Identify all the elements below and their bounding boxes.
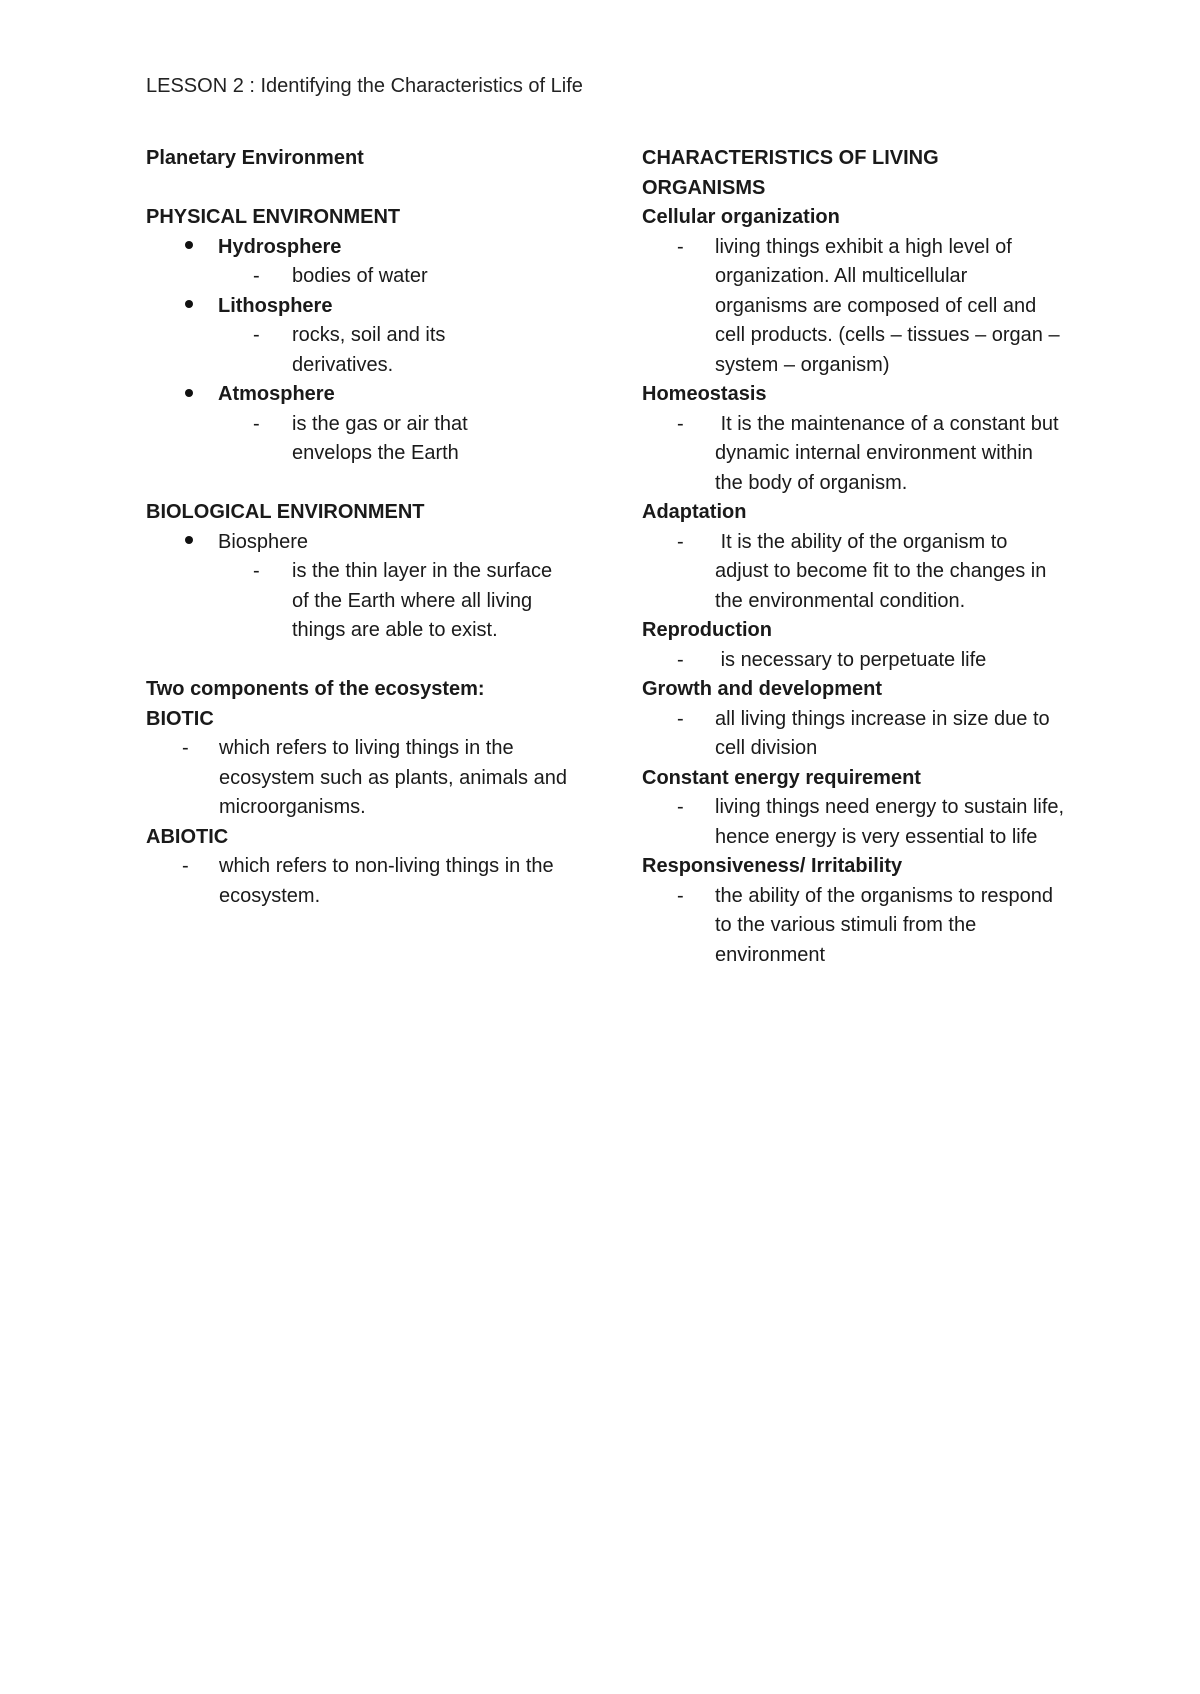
dash-icon: - bbox=[253, 560, 260, 582]
dash-icon: - bbox=[677, 796, 684, 818]
dash-icon: - bbox=[677, 707, 684, 730]
term-label: Hydrosphere bbox=[218, 235, 342, 258]
term-desc: rocks, soil and its derivatives. bbox=[292, 324, 446, 376]
physical-heading: PHYSICAL ENVIRONMENT bbox=[146, 206, 401, 228]
term-desc: living things need energy to sustain life, hence energy is very essential to life bbox=[715, 796, 1065, 848]
characteristic-item bbox=[642, 498, 1072, 616]
list-item bbox=[146, 292, 586, 322]
list-item bbox=[146, 734, 586, 823]
term-desc: all living things increase in size due to cell division bbox=[715, 707, 1050, 759]
list-item bbox=[146, 321, 586, 380]
components-heading: Two components of the ecosystem: bbox=[146, 678, 485, 700]
term-label: Lithosphere bbox=[218, 294, 333, 317]
term-label: Growth and development bbox=[642, 678, 883, 700]
characteristic-item bbox=[642, 203, 1072, 380]
characteristic-item bbox=[642, 675, 1072, 764]
list-item bbox=[642, 233, 1072, 381]
dash-icon: - bbox=[677, 530, 684, 553]
term-label: Cellular organization bbox=[642, 206, 840, 228]
characteristics-heading: CHARACTERISTICS OF LIVING ORGANISMS bbox=[642, 147, 939, 199]
list-item bbox=[146, 410, 586, 469]
left-column bbox=[146, 144, 586, 911]
term-label: Constant energy requirement bbox=[642, 766, 921, 789]
dash-icon: - bbox=[253, 324, 260, 346]
biotic-desc: which refers to living things in the ecosystem such as plants, animals and microorganisms. bbox=[219, 737, 567, 818]
dash-icon: - bbox=[182, 737, 189, 759]
characteristic-item bbox=[642, 380, 1072, 498]
term-desc: is the gas or air that envelops the Earth bbox=[292, 412, 468, 464]
list-item bbox=[146, 557, 586, 646]
term-label: Homeostasis bbox=[642, 383, 767, 405]
term-desc: It is the ability of the organism to adjust to become fit to the changes in the environmental condition. bbox=[715, 530, 1052, 612]
list-item bbox=[642, 793, 1072, 852]
bullet-icon bbox=[146, 233, 218, 263]
dash-icon: - bbox=[677, 648, 684, 671]
dash-icon: - bbox=[677, 235, 684, 258]
term-label: Biosphere bbox=[218, 530, 309, 553]
list-item bbox=[146, 262, 586, 292]
planetary-heading: Planetary Environment bbox=[146, 147, 364, 169]
bullet-icon bbox=[146, 292, 218, 322]
list-item bbox=[146, 233, 586, 263]
term-desc: It is the maintenance of a constant but dynamic internal environment within the body of organism. bbox=[715, 412, 1065, 494]
bullet-icon bbox=[146, 380, 218, 410]
characteristic-item bbox=[642, 852, 1072, 970]
term-label: Atmosphere bbox=[218, 383, 335, 405]
term-desc: the ability of the organisms to respond to the various stimuli from the environment bbox=[715, 884, 1053, 966]
abiotic-heading: ABIOTIC bbox=[146, 825, 229, 848]
list-item bbox=[146, 528, 586, 558]
dash-icon: - bbox=[677, 412, 684, 435]
list-item bbox=[642, 646, 1072, 676]
list-item bbox=[642, 528, 1072, 617]
biological-heading: BIOLOGICAL ENVIRONMENT bbox=[146, 501, 425, 523]
lesson-title: LESSON 2 : Identifying the Characteristics of Life bbox=[146, 75, 583, 97]
dash-icon: - bbox=[253, 265, 260, 287]
term-desc: is the thin layer in the surface of the Earth where all living things are able to exist. bbox=[292, 560, 553, 641]
abiotic-desc: which refers to non-living things in the ecosystem. bbox=[219, 855, 554, 907]
dash-icon: - bbox=[677, 884, 684, 907]
right-column bbox=[642, 144, 1072, 970]
term-desc: bodies of water bbox=[292, 265, 428, 287]
dash-icon: - bbox=[182, 855, 189, 877]
list-item bbox=[146, 380, 586, 410]
dash-icon: - bbox=[253, 412, 260, 435]
biotic-heading: BIOTIC bbox=[146, 707, 214, 730]
term-label: Reproduction bbox=[642, 619, 772, 641]
term-label: Responsiveness/ Irritability bbox=[642, 855, 903, 877]
term-label: Adaptation bbox=[642, 501, 747, 523]
list-item bbox=[642, 705, 1072, 764]
characteristic-item bbox=[642, 764, 1072, 853]
list-item bbox=[642, 882, 1072, 971]
term-desc: living things exhibit a high level of organization. All multicellular organisms are composed of cell and cell products. (cells – tissues – organ – system – organism) bbox=[715, 235, 1060, 376]
characteristic-item bbox=[642, 616, 1072, 675]
list-item bbox=[642, 410, 1072, 499]
term-desc: is necessary to perpetuate life bbox=[715, 648, 987, 671]
list-item bbox=[146, 852, 586, 911]
bullet-icon bbox=[146, 528, 218, 558]
